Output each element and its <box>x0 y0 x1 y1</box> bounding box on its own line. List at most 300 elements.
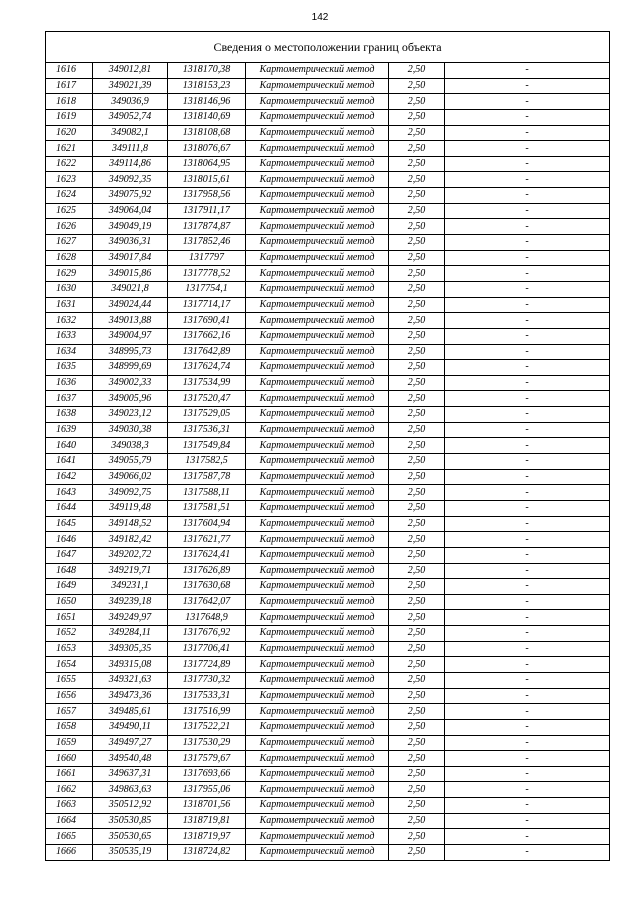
x-coordinate-cell: 350530,65 <box>93 829 168 845</box>
table-row <box>46 641 610 657</box>
point-number-cell: 1659 <box>46 735 93 751</box>
x-coordinate-cell: 348995,73 <box>93 344 168 360</box>
method-cell: Картометрический метод <box>246 235 389 251</box>
table-row <box>46 829 610 845</box>
y-coordinate-cell: 1318701,56 <box>168 798 246 814</box>
accuracy-cell: 2,50 <box>389 266 445 282</box>
table-row <box>46 266 610 282</box>
table-row <box>46 156 610 172</box>
y-coordinate-cell: 1317642,07 <box>168 594 246 610</box>
point-number-cell: 1637 <box>46 391 93 407</box>
y-coordinate-cell: 1317852,46 <box>168 235 246 251</box>
accuracy-cell: 2,50 <box>389 657 445 673</box>
table-row <box>46 235 610 251</box>
x-coordinate-cell: 349473,36 <box>93 688 168 704</box>
table-row <box>46 657 610 673</box>
method-cell: Картометрический метод <box>246 626 389 642</box>
point-number-cell: 1641 <box>46 454 93 470</box>
accuracy-cell: 2,50 <box>389 626 445 642</box>
description-cell: - <box>445 751 610 767</box>
x-coordinate-cell: 349036,9 <box>93 94 168 110</box>
point-number-cell: 1620 <box>46 125 93 141</box>
point-number-cell: 1640 <box>46 438 93 454</box>
table-row <box>46 672 610 688</box>
y-coordinate-cell: 1317693,66 <box>168 766 246 782</box>
y-coordinate-cell: 1318719,97 <box>168 829 246 845</box>
y-coordinate-cell: 1317730,32 <box>168 672 246 688</box>
x-coordinate-cell: 349030,38 <box>93 422 168 438</box>
table-row <box>46 579 610 595</box>
table-row <box>46 813 610 829</box>
accuracy-cell: 2,50 <box>389 313 445 329</box>
method-cell: Картометрический метод <box>246 219 389 235</box>
accuracy-cell: 2,50 <box>389 328 445 344</box>
point-number-cell: 1661 <box>46 766 93 782</box>
description-cell: - <box>445 125 610 141</box>
y-coordinate-cell: 1317911,17 <box>168 203 246 219</box>
point-number-cell: 1625 <box>46 203 93 219</box>
accuracy-cell: 2,50 <box>389 672 445 688</box>
point-number-cell: 1624 <box>46 188 93 204</box>
table-row <box>46 610 610 626</box>
description-cell: - <box>445 719 610 735</box>
accuracy-cell: 2,50 <box>389 281 445 297</box>
x-coordinate-cell: 349002,33 <box>93 375 168 391</box>
x-coordinate-cell: 349021,39 <box>93 78 168 94</box>
x-coordinate-cell: 349284,11 <box>93 626 168 642</box>
table-row <box>46 594 610 610</box>
x-coordinate-cell: 349637,31 <box>93 766 168 782</box>
table-row <box>46 719 610 735</box>
method-cell: Картометрический метод <box>246 422 389 438</box>
description-cell: - <box>445 845 610 861</box>
point-number-cell: 1663 <box>46 798 93 814</box>
y-coordinate-cell: 1317958,56 <box>168 188 246 204</box>
table-row <box>46 109 610 125</box>
x-coordinate-cell: 349182,42 <box>93 532 168 548</box>
description-cell: - <box>445 328 610 344</box>
description-cell: - <box>445 235 610 251</box>
accuracy-cell: 2,50 <box>389 704 445 720</box>
point-number-cell: 1645 <box>46 516 93 532</box>
accuracy-cell: 2,50 <box>389 235 445 251</box>
accuracy-cell: 2,50 <box>389 109 445 125</box>
x-coordinate-cell: 349540,48 <box>93 751 168 767</box>
y-coordinate-cell: 1317714,17 <box>168 297 246 313</box>
description-cell: - <box>445 422 610 438</box>
table-row <box>46 125 610 141</box>
table-row <box>46 78 610 94</box>
y-coordinate-cell: 1318064,95 <box>168 156 246 172</box>
table-row <box>46 344 610 360</box>
accuracy-cell: 2,50 <box>389 360 445 376</box>
y-coordinate-cell: 1317724,89 <box>168 657 246 673</box>
y-coordinate-cell: 1317581,51 <box>168 500 246 516</box>
x-coordinate-cell: 349485,61 <box>93 704 168 720</box>
point-number-cell: 1618 <box>46 94 93 110</box>
description-cell: - <box>445 735 610 751</box>
accuracy-cell: 2,50 <box>389 375 445 391</box>
description-cell: - <box>445 766 610 782</box>
table-body <box>46 63 610 861</box>
description-cell: - <box>445 407 610 423</box>
method-cell: Картометрический метод <box>246 672 389 688</box>
point-number-cell: 1666 <box>46 845 93 861</box>
method-cell: Картометрический метод <box>246 485 389 501</box>
table-row <box>46 766 610 782</box>
x-coordinate-cell: 349005,96 <box>93 391 168 407</box>
method-cell: Картометрический метод <box>246 454 389 470</box>
y-coordinate-cell: 1317797 <box>168 250 246 266</box>
description-cell: - <box>445 250 610 266</box>
y-coordinate-cell: 1317624,41 <box>168 547 246 563</box>
method-cell: Картометрический метод <box>246 281 389 297</box>
accuracy-cell: 2,50 <box>389 297 445 313</box>
y-coordinate-cell: 1317626,89 <box>168 563 246 579</box>
table-row <box>46 313 610 329</box>
point-number-cell: 1647 <box>46 547 93 563</box>
method-cell: Картометрический метод <box>246 688 389 704</box>
y-coordinate-cell: 1317648,9 <box>168 610 246 626</box>
table-row <box>46 250 610 266</box>
y-coordinate-cell: 1318108,68 <box>168 125 246 141</box>
x-coordinate-cell: 348999,69 <box>93 360 168 376</box>
point-number-cell: 1649 <box>46 579 93 595</box>
method-cell: Картометрический метод <box>246 156 389 172</box>
point-number-cell: 1662 <box>46 782 93 798</box>
method-cell: Картометрический метод <box>246 250 389 266</box>
x-coordinate-cell: 349219,71 <box>93 563 168 579</box>
method-cell: Картометрический метод <box>246 328 389 344</box>
description-cell: - <box>445 94 610 110</box>
point-number-cell: 1658 <box>46 719 93 735</box>
table-title: Сведения о местоположении границ объекта <box>45 31 610 62</box>
accuracy-cell: 2,50 <box>389 563 445 579</box>
description-cell: - <box>445 610 610 626</box>
accuracy-cell: 2,50 <box>389 94 445 110</box>
description-cell: - <box>445 594 610 610</box>
method-cell: Картометрический метод <box>246 657 389 673</box>
description-cell: - <box>445 172 610 188</box>
accuracy-cell: 2,50 <box>389 203 445 219</box>
y-coordinate-cell: 1317604,94 <box>168 516 246 532</box>
method-cell: Картометрический метод <box>246 469 389 485</box>
method-cell: Картометрический метод <box>246 109 389 125</box>
method-cell: Картометрический метод <box>246 563 389 579</box>
y-coordinate-cell: 1317533,31 <box>168 688 246 704</box>
y-coordinate-cell: 1317530,29 <box>168 735 246 751</box>
accuracy-cell: 2,50 <box>389 500 445 516</box>
method-cell: Картометрический метод <box>246 829 389 845</box>
x-coordinate-cell: 349497,27 <box>93 735 168 751</box>
point-number-cell: 1644 <box>46 500 93 516</box>
table-row <box>46 438 610 454</box>
boundary-coordinates-table <box>45 62 610 861</box>
table-row <box>46 485 610 501</box>
y-coordinate-cell: 1318170,38 <box>168 63 246 79</box>
accuracy-cell: 2,50 <box>389 547 445 563</box>
description-cell: - <box>445 141 610 157</box>
description-cell: - <box>445 313 610 329</box>
y-coordinate-cell: 1317778,52 <box>168 266 246 282</box>
point-number-cell: 1619 <box>46 109 93 125</box>
x-coordinate-cell: 349231,1 <box>93 579 168 595</box>
point-number-cell: 1656 <box>46 688 93 704</box>
method-cell: Картометрический метод <box>246 798 389 814</box>
table-row <box>46 219 610 235</box>
x-coordinate-cell: 349055,79 <box>93 454 168 470</box>
table-row <box>46 469 610 485</box>
x-coordinate-cell: 350535,19 <box>93 845 168 861</box>
point-number-cell: 1634 <box>46 344 93 360</box>
point-number-cell: 1655 <box>46 672 93 688</box>
y-coordinate-cell: 1317549,84 <box>168 438 246 454</box>
method-cell: Картометрический метод <box>246 125 389 141</box>
y-coordinate-cell: 1318724,82 <box>168 845 246 861</box>
accuracy-cell: 2,50 <box>389 469 445 485</box>
accuracy-cell: 2,50 <box>389 688 445 704</box>
accuracy-cell: 2,50 <box>389 594 445 610</box>
method-cell: Картометрический метод <box>246 63 389 79</box>
accuracy-cell: 2,50 <box>389 782 445 798</box>
accuracy-cell: 2,50 <box>389 219 445 235</box>
accuracy-cell: 2,50 <box>389 422 445 438</box>
table-row <box>46 375 610 391</box>
x-coordinate-cell: 349049,19 <box>93 219 168 235</box>
table-row <box>46 782 610 798</box>
table-row <box>46 454 610 470</box>
description-cell: - <box>445 219 610 235</box>
description-cell: - <box>445 109 610 125</box>
accuracy-cell: 2,50 <box>389 751 445 767</box>
point-number-cell: 1626 <box>46 219 93 235</box>
point-number-cell: 1648 <box>46 563 93 579</box>
accuracy-cell: 2,50 <box>389 485 445 501</box>
description-cell: - <box>445 454 610 470</box>
table-row <box>46 328 610 344</box>
description-cell: - <box>445 672 610 688</box>
x-coordinate-cell: 349092,75 <box>93 485 168 501</box>
accuracy-cell: 2,50 <box>389 579 445 595</box>
table-row <box>46 798 610 814</box>
description-cell: - <box>445 375 610 391</box>
method-cell: Картометрический метод <box>246 313 389 329</box>
accuracy-cell: 2,50 <box>389 454 445 470</box>
point-number-cell: 1631 <box>46 297 93 313</box>
point-number-cell: 1664 <box>46 813 93 829</box>
x-coordinate-cell: 349075,92 <box>93 188 168 204</box>
x-coordinate-cell: 349119,48 <box>93 500 168 516</box>
method-cell: Картометрический метод <box>246 610 389 626</box>
y-coordinate-cell: 1317520,47 <box>168 391 246 407</box>
method-cell: Картометрический метод <box>246 845 389 861</box>
y-coordinate-cell: 1317642,89 <box>168 344 246 360</box>
point-number-cell: 1621 <box>46 141 93 157</box>
description-cell: - <box>445 704 610 720</box>
method-cell: Картометрический метод <box>246 735 389 751</box>
x-coordinate-cell: 349017,84 <box>93 250 168 266</box>
accuracy-cell: 2,50 <box>389 516 445 532</box>
method-cell: Картометрический метод <box>246 375 389 391</box>
description-cell: - <box>445 281 610 297</box>
point-number-cell: 1628 <box>46 250 93 266</box>
accuracy-cell: 2,50 <box>389 610 445 626</box>
accuracy-cell: 2,50 <box>389 125 445 141</box>
accuracy-cell: 2,50 <box>389 798 445 814</box>
x-coordinate-cell: 349490,11 <box>93 719 168 735</box>
method-cell: Картометрический метод <box>246 532 389 548</box>
y-coordinate-cell: 1317955,06 <box>168 782 246 798</box>
description-cell: - <box>445 626 610 642</box>
table-row <box>46 407 610 423</box>
accuracy-cell: 2,50 <box>389 829 445 845</box>
x-coordinate-cell: 349052,74 <box>93 109 168 125</box>
method-cell: Картометрический метод <box>246 407 389 423</box>
accuracy-cell: 2,50 <box>389 63 445 79</box>
table-row <box>46 516 610 532</box>
accuracy-cell: 2,50 <box>389 719 445 735</box>
method-cell: Картометрический метод <box>246 203 389 219</box>
x-coordinate-cell: 349239,18 <box>93 594 168 610</box>
description-cell: - <box>445 500 610 516</box>
method-cell: Картометрический метод <box>246 594 389 610</box>
point-number-cell: 1643 <box>46 485 93 501</box>
point-number-cell: 1638 <box>46 407 93 423</box>
x-coordinate-cell: 349013,88 <box>93 313 168 329</box>
description-cell: - <box>445 547 610 563</box>
x-coordinate-cell: 349015,86 <box>93 266 168 282</box>
x-coordinate-cell: 349004,97 <box>93 328 168 344</box>
method-cell: Картометрический метод <box>246 360 389 376</box>
point-number-cell: 1622 <box>46 156 93 172</box>
table-row <box>46 281 610 297</box>
y-coordinate-cell: 1317754,1 <box>168 281 246 297</box>
table-row <box>46 735 610 751</box>
method-cell: Картометрический метод <box>246 141 389 157</box>
point-number-cell: 1646 <box>46 532 93 548</box>
point-number-cell: 1636 <box>46 375 93 391</box>
point-number-cell: 1630 <box>46 281 93 297</box>
description-cell: - <box>445 391 610 407</box>
x-coordinate-cell: 349249,97 <box>93 610 168 626</box>
method-cell: Картометрический метод <box>246 516 389 532</box>
description-cell: - <box>445 360 610 376</box>
method-cell: Картометрический метод <box>246 188 389 204</box>
accuracy-cell: 2,50 <box>389 532 445 548</box>
accuracy-cell: 2,50 <box>389 845 445 861</box>
description-cell: - <box>445 297 610 313</box>
y-coordinate-cell: 1318146,96 <box>168 94 246 110</box>
table-row <box>46 845 610 861</box>
description-cell: - <box>445 641 610 657</box>
table-row <box>46 94 610 110</box>
y-coordinate-cell: 1317587,78 <box>168 469 246 485</box>
accuracy-cell: 2,50 <box>389 438 445 454</box>
point-number-cell: 1616 <box>46 63 93 79</box>
table-row <box>46 532 610 548</box>
description-cell: - <box>445 782 610 798</box>
y-coordinate-cell: 1317534,99 <box>168 375 246 391</box>
method-cell: Картометрический метод <box>246 297 389 313</box>
description-cell: - <box>445 532 610 548</box>
method-cell: Картометрический метод <box>246 438 389 454</box>
y-coordinate-cell: 1317522,21 <box>168 719 246 735</box>
point-number-cell: 1651 <box>46 610 93 626</box>
point-number-cell: 1650 <box>46 594 93 610</box>
table-row <box>46 203 610 219</box>
accuracy-cell: 2,50 <box>389 407 445 423</box>
point-number-cell: 1623 <box>46 172 93 188</box>
accuracy-cell: 2,50 <box>389 172 445 188</box>
method-cell: Картометрический метод <box>246 782 389 798</box>
x-coordinate-cell: 349012,81 <box>93 63 168 79</box>
y-coordinate-cell: 1317588,11 <box>168 485 246 501</box>
table-row <box>46 391 610 407</box>
y-coordinate-cell: 1317690,41 <box>168 313 246 329</box>
method-cell: Картометрический метод <box>246 641 389 657</box>
accuracy-cell: 2,50 <box>389 141 445 157</box>
description-cell: - <box>445 63 610 79</box>
table-row <box>46 751 610 767</box>
point-number-cell: 1635 <box>46 360 93 376</box>
description-cell: - <box>445 266 610 282</box>
table-row <box>46 63 610 79</box>
accuracy-cell: 2,50 <box>389 813 445 829</box>
accuracy-cell: 2,50 <box>389 344 445 360</box>
description-cell: - <box>445 829 610 845</box>
description-cell: - <box>445 485 610 501</box>
accuracy-cell: 2,50 <box>389 641 445 657</box>
x-coordinate-cell: 350530,85 <box>93 813 168 829</box>
table-row <box>46 297 610 313</box>
description-cell: - <box>445 203 610 219</box>
table-row <box>46 172 610 188</box>
method-cell: Картометрический метод <box>246 751 389 767</box>
y-coordinate-cell: 1317582,5 <box>168 454 246 470</box>
accuracy-cell: 2,50 <box>389 391 445 407</box>
x-coordinate-cell: 349066,02 <box>93 469 168 485</box>
description-cell: - <box>445 469 610 485</box>
table-row <box>46 547 610 563</box>
y-coordinate-cell: 1317516,99 <box>168 704 246 720</box>
method-cell: Картометрический метод <box>246 266 389 282</box>
point-number-cell: 1642 <box>46 469 93 485</box>
point-number-cell: 1653 <box>46 641 93 657</box>
x-coordinate-cell: 349021,8 <box>93 281 168 297</box>
description-cell: - <box>445 798 610 814</box>
point-number-cell: 1665 <box>46 829 93 845</box>
table-row <box>46 360 610 376</box>
table-row <box>46 626 610 642</box>
method-cell: Картометрический метод <box>246 813 389 829</box>
accuracy-cell: 2,50 <box>389 250 445 266</box>
table-row <box>46 188 610 204</box>
point-number-cell: 1617 <box>46 78 93 94</box>
table-row <box>46 688 610 704</box>
y-coordinate-cell: 1318140,69 <box>168 109 246 125</box>
x-coordinate-cell: 349092,35 <box>93 172 168 188</box>
point-number-cell: 1627 <box>46 235 93 251</box>
x-coordinate-cell: 349863,63 <box>93 782 168 798</box>
method-cell: Картометрический метод <box>246 719 389 735</box>
y-coordinate-cell: 1318015,61 <box>168 172 246 188</box>
table-row <box>46 704 610 720</box>
method-cell: Картометрический метод <box>246 94 389 110</box>
method-cell: Картометрический метод <box>246 78 389 94</box>
x-coordinate-cell: 349111,8 <box>93 141 168 157</box>
point-number-cell: 1633 <box>46 328 93 344</box>
y-coordinate-cell: 1317676,92 <box>168 626 246 642</box>
